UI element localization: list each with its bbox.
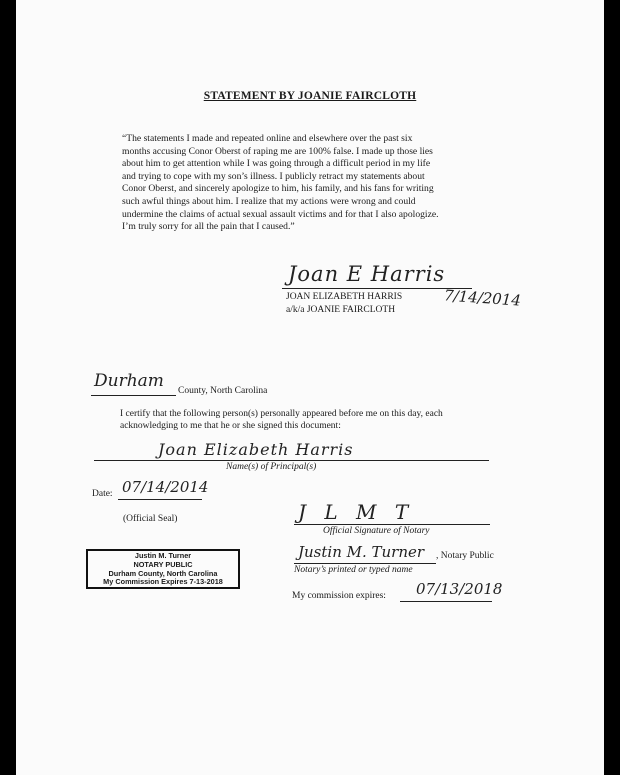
signer-signature: Joan E Harris (288, 262, 446, 286)
statement-line: and trying to cope with my son’s illness. I publicly retract my statements about (122, 170, 425, 182)
signer-name: JOAN ELIZABETH HARRIS (286, 292, 403, 302)
official-seal-label: (Official Seal) (123, 514, 178, 524)
certify-text-line2: acknowledging to me that he or she signed this document: (120, 421, 341, 431)
printed-name-label: Notary’s printed or typed name (294, 565, 413, 575)
notary-signature-line (294, 524, 490, 525)
commission-line (400, 601, 492, 602)
principal-handwritten: Joan Elizabeth Harris (158, 440, 354, 459)
statement-line: such awful things about him. I realize that my actions were wrong and could (122, 195, 416, 207)
statement-line: about him to get attention while I was going through a difficult period in my life (122, 158, 431, 170)
printed-name-line (294, 563, 436, 564)
date-line (118, 499, 202, 500)
commission-label: My commission expires: (292, 591, 386, 601)
stamp-title: NOTARY PUBLIC (133, 559, 193, 569)
statement-line: I’m truly sorry for all the pain that I caused.” (122, 221, 295, 233)
signer-date: 7/14/2014 (443, 286, 522, 310)
stamp-name: Justin M. Turner (134, 551, 192, 560)
notary-public-label: , Notary Public (436, 551, 494, 561)
document-page (16, 0, 604, 775)
county-line (91, 395, 176, 396)
signer-aka: a/k/a JOANIE FAIRCLOTH (286, 305, 396, 315)
commission-handwritten: 07/13/2018 (416, 580, 503, 598)
principal-label: Name(s) of Principal(s) (226, 462, 317, 472)
stamp-expiry: My Commission Expires 7-13-2018 (103, 577, 223, 587)
certify-text-line1: I certify that the following person(s) personally appeared before me on this day, each (120, 409, 443, 419)
date-label: Date: (92, 489, 113, 499)
statement-line: Conor Oberst, and sincerely apologize to him, his family, and his fans for writing (122, 183, 434, 195)
statement-line: months accusing Conor Oberst of raping me are 100% false. I made up those lies (122, 145, 433, 157)
principal-line (94, 460, 489, 461)
county-handwritten: Durham (94, 371, 164, 391)
statement-line: undermine the claims of actual sexual assault victims and for that I also apologize. (122, 208, 439, 220)
county-label: County, North Carolina (178, 386, 268, 396)
stamp-county: Durham County, North Carolina (108, 568, 218, 578)
notary-printed-name: Justin M. Turner (298, 543, 425, 561)
notary-signature: J L M T (298, 500, 415, 524)
official-signature-label: Official Signature of Notary (323, 526, 430, 536)
statement-text (122, 133, 494, 234)
notary-stamp (86, 549, 240, 589)
date-handwritten: 07/14/2014 (122, 478, 209, 496)
statement-line: “The statements I made and repeated online and elsewhere over the past six (122, 133, 413, 144)
document-title: STATEMENT BY JOANIE FAIRCLOTH (203, 90, 417, 102)
